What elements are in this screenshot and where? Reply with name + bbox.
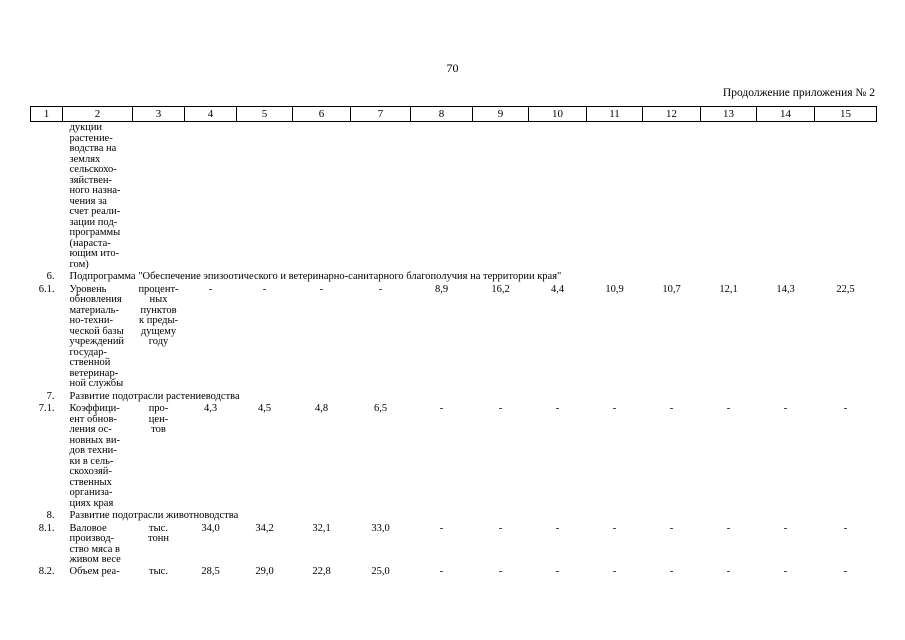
unit-cell: тыс. тонн (148, 522, 169, 544)
row-number-cell: 8.2. (38, 565, 55, 577)
value-cell: - (726, 565, 731, 577)
unit-cell: процент- ных пунктов к преды- дущему году (138, 283, 179, 347)
column-header: 9 (473, 107, 529, 122)
page-number: 70 (446, 61, 459, 75)
column-header: 7 (351, 107, 411, 122)
section-title: Развитие подотрасли животноводства (69, 510, 239, 521)
value-cell: 12,1 (719, 283, 738, 295)
column-header: 6 (293, 107, 351, 122)
column-header: 15 (815, 107, 877, 122)
value-cell: - (669, 403, 674, 414)
row-number-cell: 6.1. (38, 283, 55, 295)
value-cell: 4,4 (550, 283, 565, 295)
value-cell: 22,5 (836, 283, 855, 295)
value-cell: - (843, 522, 848, 534)
indicator-name-cell: дукции растение- водства на землях сельскохо- зяйствен- ного назна- чения за счет реали- зации под- программы (нараста- ющим ито- гом) (69, 122, 121, 270)
section-number: 7. (46, 390, 55, 402)
indicator-name-cell: Валовое производ- ство мяса в живом весе (69, 522, 121, 565)
value-cell: - (378, 283, 383, 295)
value-cell: - (843, 403, 848, 414)
value-cell: 10,9 (605, 283, 624, 295)
section-row (31, 390, 877, 404)
table-row (31, 284, 877, 390)
value-cell: 4,8 (314, 403, 329, 414)
appendix-table (30, 106, 877, 577)
value-cell: - (555, 565, 560, 577)
column-header: 13 (701, 107, 757, 122)
value-cell: 34,2 (255, 522, 274, 534)
value-cell: - (262, 283, 267, 295)
indicator-name-cell: Коэффици- ент обнов- ления ос- новных ви- дов техни- ки в сель- скохозяй- ственных организа- циях края (69, 403, 120, 509)
value-cell: 34,0 (201, 522, 220, 534)
value-cell: 4,3 (203, 403, 218, 414)
column-header: 1 (31, 107, 63, 122)
indicator-name-cell: Объем реа- (69, 565, 120, 577)
empty-cell (133, 122, 877, 271)
section-row (31, 509, 877, 523)
value-cell: - (783, 403, 788, 414)
unit-cell: про- цен- тов (148, 403, 169, 435)
value-cell: 10,7 (662, 283, 681, 295)
value-cell: - (319, 283, 324, 295)
value-cell: - (439, 522, 444, 534)
section-number: 8. (46, 510, 55, 521)
value-cell: - (783, 565, 788, 577)
value-cell: - (669, 522, 674, 534)
row-number-cell: 7.1. (38, 403, 55, 414)
column-header: 14 (757, 107, 815, 122)
value-cell: - (843, 565, 848, 577)
indicator-name-cell: Уровень обновления материаль- но-техни- ческой базы учреждений государ- ственной ветеринар- ной службы (69, 283, 125, 389)
value-cell: - (612, 565, 617, 577)
column-header: 11 (587, 107, 643, 122)
column-header: 3 (133, 107, 185, 122)
value-cell: - (555, 403, 560, 414)
value-cell: - (726, 522, 731, 534)
value-cell: 4,5 (257, 403, 272, 414)
value-cell: 16,2 (491, 283, 510, 295)
value-cell: - (612, 403, 617, 414)
value-cell: 32,1 (312, 522, 331, 534)
value-cell: - (726, 403, 731, 414)
section-number: 6. (46, 271, 55, 282)
value-cell: 6,5 (373, 403, 388, 414)
value-cell: 25,0 (371, 565, 390, 577)
table-row (31, 122, 877, 271)
value-cell: 8,9 (434, 283, 449, 295)
value-cell: - (498, 565, 503, 577)
value-cell: - (439, 403, 444, 414)
section-row (31, 270, 877, 284)
column-header: 12 (643, 107, 701, 122)
column-header: 8 (411, 107, 473, 122)
value-cell: - (439, 565, 444, 577)
value-cell: 22,8 (312, 565, 331, 577)
row-number-cell (31, 122, 63, 271)
value-cell: - (555, 522, 560, 534)
value-cell: - (669, 565, 674, 577)
table-row (31, 403, 877, 509)
section-title: Развитие подотрасли растениеводства (69, 390, 240, 402)
appendix-continuation: Продолжение приложения № 2 (722, 87, 875, 99)
value-cell: - (498, 403, 503, 414)
row-number-cell: 8.1. (38, 522, 55, 534)
table-row (31, 523, 877, 566)
value-cell: 29,0 (255, 565, 274, 577)
value-cell: - (612, 522, 617, 534)
value-cell: - (208, 283, 213, 295)
column-header: 2 (63, 107, 133, 122)
table-header-row (31, 107, 877, 122)
value-cell: - (783, 522, 788, 534)
unit-cell: тыс. (149, 565, 168, 577)
value-cell: 28,5 (201, 565, 220, 577)
column-header: 4 (185, 107, 237, 122)
section-title: Подпрограмма "Обеспечение эпизоотического и ветеринарно-санитарного благополучия на территории края" (69, 271, 562, 282)
column-header: 10 (529, 107, 587, 122)
column-header: 5 (237, 107, 293, 122)
value-cell: - (498, 522, 503, 534)
value-cell: 33,0 (371, 522, 390, 534)
value-cell: 14,3 (776, 283, 795, 295)
table-row (31, 566, 877, 578)
